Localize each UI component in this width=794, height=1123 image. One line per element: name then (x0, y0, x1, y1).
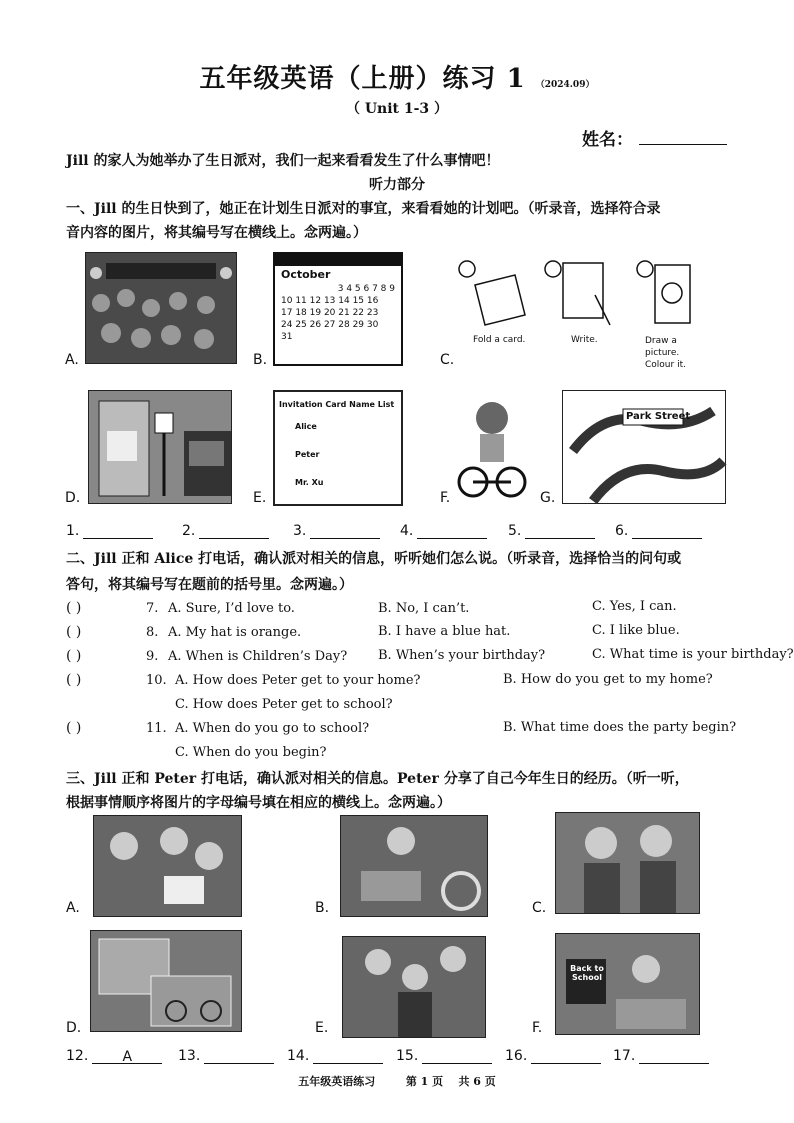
calendar-dates: 3 4 5 6 7 8 9 10 11 12 13 14 15 16 17 18 19 20 21 22 23 24 25 26 27 28 29 30 31 (281, 284, 395, 342)
picture-d-label: D. (65, 490, 81, 506)
option-c: C. Yes, I can. (592, 599, 677, 614)
answer-blank-12[interactable]: 12. A (66, 1048, 162, 1064)
picture-f-label: F. (440, 490, 451, 506)
picture-party-crowd (85, 252, 237, 364)
park-street-sign: Park Street (626, 411, 691, 422)
invitee-name: Mr. Xu (295, 478, 324, 487)
option-b: B. When’s your birthday? (378, 648, 546, 663)
cycling-illustration (341, 816, 487, 916)
name-field: 姓名： (582, 125, 727, 150)
intro-text: Jill 的家人为她举办了生日派对，我们一起来看看发生了什么事情吧！ (66, 153, 500, 169)
picture-calendar (273, 252, 403, 366)
option-a: A. My hat is orange. (168, 625, 302, 640)
section2-instruction-1: 二、Jill 正和 Alice 打电话，确认派对相关的信息，听听她们怎么说。（听录音，选择恰当的问句或 (66, 551, 682, 567)
section1-instruction-2: 音内容的图片，将其编号写在横线上。念两遍。） (66, 225, 367, 241)
picture-card-steps (455, 255, 715, 370)
answer-blank-16[interactable]: 16. (505, 1048, 601, 1064)
step-fold-caption: Fold a card. (473, 335, 526, 345)
picture-c-label: C. (532, 900, 547, 916)
page-footer: 五年级英语练习 第 1 页 共 6 页 (298, 1075, 496, 1088)
option-a: A. How does Peter get to your home? (175, 673, 421, 688)
picture-e-label: E. (315, 1020, 329, 1036)
answer-blank-17[interactable]: 17. (613, 1048, 709, 1064)
picture-photos-bike (90, 930, 242, 1032)
question-number: 7. (146, 601, 159, 616)
answer-blank-3[interactable]: 3. (293, 523, 380, 539)
answer-paren-10[interactable]: ( ) (66, 672, 82, 688)
party-crowd-illustration (86, 253, 236, 363)
section3-instruction-2: 根据事情顺序将图片的字母编号填在相应的横线上。念两遍。） (66, 795, 451, 811)
invitee-name: Alice (295, 422, 317, 431)
page-title: 五年级英语（上册）练习 1 （2024.09） (199, 64, 595, 94)
answer-paren-7[interactable]: ( ) (66, 600, 82, 616)
unit-subtitle: （ Unit 1-3 ） (345, 101, 449, 117)
picture-f-label: F. (532, 1020, 543, 1036)
cyclist-illustration (458, 390, 526, 502)
picture-cycling-race (340, 815, 488, 917)
card-steps-illustration (455, 255, 715, 333)
name-blank[interactable] (639, 130, 727, 145)
option-a: A. Sure, I’d love to. (168, 601, 295, 616)
two-boys-illustration (556, 813, 699, 913)
answer-paren-11[interactable]: ( ) (66, 720, 82, 736)
back-to-school-sign: Back to School (570, 964, 604, 982)
answer-blank-1[interactable]: 1. (66, 523, 153, 539)
answer-blank-2[interactable]: 2. (182, 523, 269, 539)
option-b: B. I have a blue hat. (378, 624, 511, 639)
option-a: A. When do you go to school? (175, 721, 370, 736)
answer-blank-14[interactable]: 14. (287, 1048, 383, 1064)
picture-boy-cycling (458, 390, 526, 502)
question-number: 11. (146, 721, 167, 736)
photos-bike-illustration (91, 931, 241, 1031)
option-c: C. When do you begin? (175, 745, 327, 760)
picture-e-label: E. (253, 490, 267, 506)
step-write-caption: Write. (571, 335, 598, 345)
option-b: B. What time does the party begin? (503, 720, 737, 735)
answer-blank-15[interactable]: 15. (396, 1048, 492, 1064)
bus-stop-illustration (89, 391, 231, 503)
calendar-month: October (281, 268, 331, 281)
answer-blank-4[interactable]: 4. (400, 523, 487, 539)
option-b: B. How do you get to my home? (503, 672, 713, 687)
option-b: B. No, I can’t. (378, 601, 470, 616)
option-c: C. What time is your birthday? (592, 647, 794, 662)
invitation-card-title: Invitation Card Name List (279, 400, 395, 409)
picture-b-label: B. (253, 352, 268, 368)
picture-d-label: D. (66, 1020, 82, 1036)
picture-invitation-list (273, 390, 403, 506)
invitee-name: Peter (295, 450, 320, 459)
answer-paren-8[interactable]: ( ) (66, 624, 82, 640)
listening-heading: 听力部分 (369, 177, 425, 193)
picture-two-boys (555, 812, 700, 914)
family-walk-illustration (343, 937, 485, 1037)
question-number: 10. (146, 673, 167, 688)
answer-blank-6[interactable]: 6. (615, 523, 702, 539)
section1-instruction-1: 一、Jill 的生日快到了，她正在计划生日派对的事宜，来看看她的计划吧。（听录音，选择符合录 (66, 201, 661, 217)
answer-paren-9[interactable]: ( ) (66, 648, 82, 664)
family-gift-illustration (94, 816, 241, 916)
picture-family-gift (93, 815, 242, 917)
picture-c-label: C. (440, 352, 455, 368)
picture-g-label: G. (540, 490, 556, 506)
option-c: C. I like blue. (592, 623, 680, 638)
back-to-school-illustration (556, 934, 699, 1034)
picture-b-label: B. (315, 900, 330, 916)
section3-instruction-1: 三、Jill 正和 Peter 打电话，确认派对相关的信息。Peter 分享了自己今年生日的经历。（听一听， (66, 771, 689, 787)
question-number: 9. (146, 649, 159, 664)
picture-bus-stop (88, 390, 232, 504)
step-draw-caption: Draw a picture. Colour it. (645, 336, 686, 370)
answer-blank-13[interactable]: 13. (178, 1048, 274, 1064)
picture-back-to-school (555, 933, 700, 1035)
picture-a-label: A. (65, 352, 79, 368)
section2-instruction-2: 答句，将其编号写在题前的括号里。念两遍。） (66, 577, 353, 593)
map-illustration (563, 391, 725, 503)
answer-blank-5[interactable]: 5. (508, 523, 595, 539)
question-number: 8. (146, 625, 159, 640)
option-a: A. When is Children’s Day? (168, 649, 348, 664)
option-c: C. How does Peter get to school? (175, 697, 393, 712)
picture-a-label: A. (66, 900, 80, 916)
picture-street-map (562, 390, 726, 504)
picture-family-walk (342, 936, 486, 1038)
